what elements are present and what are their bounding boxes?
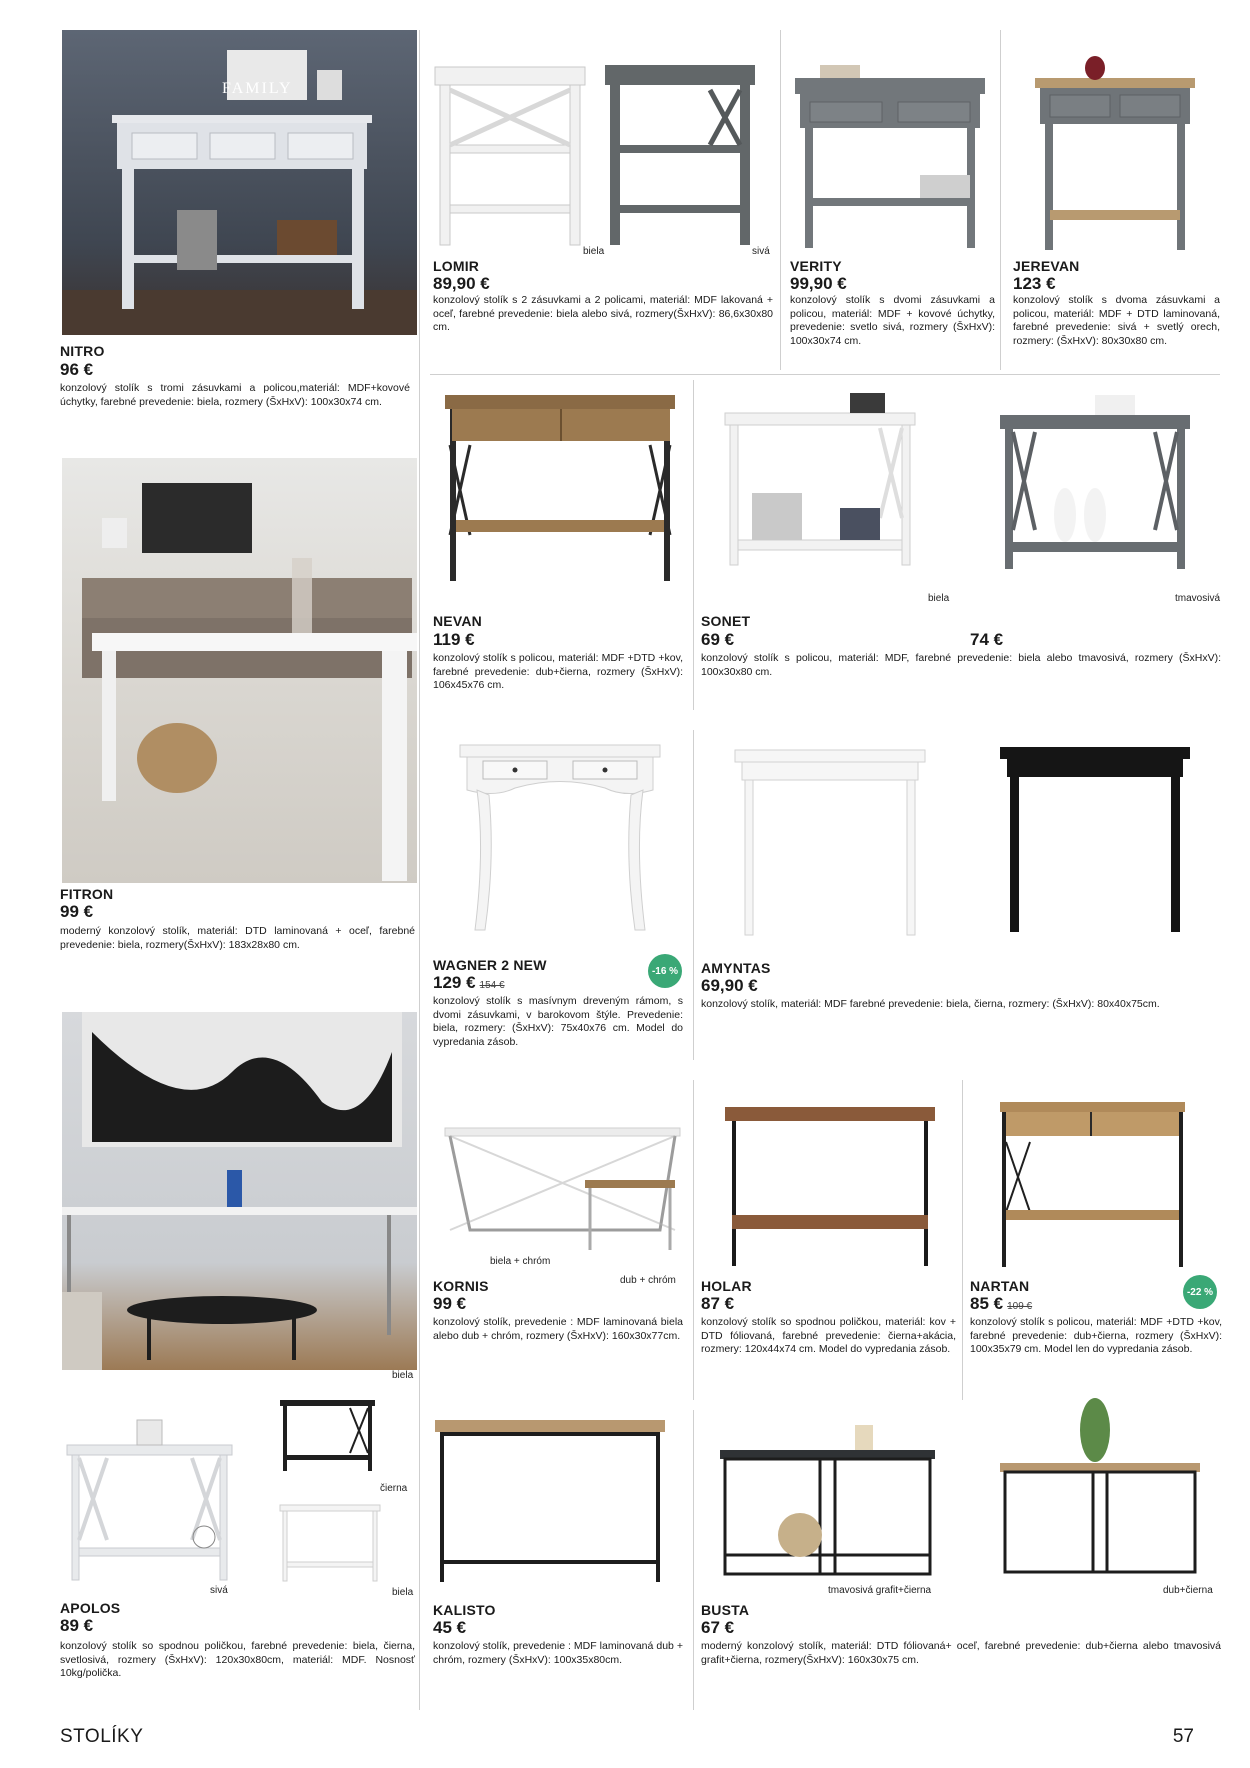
- lomir-photo: [430, 55, 770, 250]
- fitron-price: 99 €: [60, 902, 94, 921]
- wagner-price: [433, 973, 505, 993]
- kornis-label-white: biela + chróm: [490, 1256, 551, 1267]
- nartan-old-price: 109 €: [1007, 1301, 1033, 1312]
- apolos-white-photo: [275, 1500, 385, 1585]
- sonet-label-darkgrey: tmavosivá: [1175, 593, 1221, 604]
- lomir-price: 89,90 €: [433, 274, 490, 293]
- apolos-label-white-top: biela: [392, 1370, 414, 1381]
- apolos-label-white: biela: [392, 1587, 414, 1598]
- busta-label-oak: dub+čierna: [1163, 1585, 1213, 1596]
- lomir-label-grey: sivá: [752, 246, 770, 257]
- nevan-price: 119 €: [433, 630, 475, 649]
- nevan-photo: [430, 385, 685, 590]
- holar-photo: [720, 1095, 940, 1270]
- nitro-price: 96 €: [60, 360, 94, 379]
- verity-desc: konzolový stolík s dvomi zásuvkami a policou, materiál: MDF + kovové úchytky, prevedenie: svetlo sivá, rozmery (ŠxHxV): 100x30x74 cm.: [790, 294, 995, 347]
- verity-price: 99,90 €: [790, 274, 847, 293]
- sonet-darkgrey-photo: [995, 390, 1195, 575]
- apolos-name: APOLOS: [60, 1600, 121, 1616]
- fitron-name: FITRON: [60, 886, 114, 902]
- nartan-current-price: 85 €: [970, 1294, 1004, 1313]
- amyntas-price: 69,90 €: [701, 976, 758, 995]
- nartan-desc: konzolový stolík s policou, materiál: MDF +DTD +kov, farebné prevedenie: dub+čierna, rozmery (ŠxHxV): 100x35x79 cm. Model len do vypredania zásob.: [970, 1316, 1222, 1355]
- section-title: STOLÍKY: [60, 1726, 144, 1747]
- wagner-old-price: 154 €: [479, 980, 505, 991]
- nartan-photo: [990, 1092, 1195, 1272]
- fitron-desc: moderný konzolový stolík, materiál: DTD laminovaná + oceľ, farebné prevedenie: biela, rozmery(ŠxHxV): 183x28x80 cm.: [60, 925, 415, 951]
- kornis-label-oak: dub + chróm: [620, 1275, 676, 1286]
- kornis-photo: [435, 1100, 690, 1255]
- wagner-discount-badge: -16 %: [648, 954, 682, 988]
- sonet-label-white: biela: [928, 593, 950, 604]
- busta-darkgrey-photo: [715, 1395, 940, 1580]
- apolos-lifestyle-photo: [62, 1012, 417, 1370]
- jerevan-desc: konzolový stolík s dvoma zásuvkami a policou, materiál: MDF + DTD laminovaná, farebné prevedenie: sivá + svetlý orech, rozmery: (ŠxHxV): 80x30x80 cm.: [1013, 294, 1220, 347]
- holar-desc: konzolový stolík so spodnou poličkou, materiál: kov + DTD fóliovaná, farebné prevedenie: čierna+akácia, rozmery: 120x44x74 cm. Model do vypredania zásob.: [701, 1316, 956, 1355]
- lomir-desc: konzolový stolík s 2 zásuvkami a 2 policami, materiál: MDF lakovaná + oceľ, farebné prevedenie: biela alebo sivá, rozmery(ŠxHxV): 86,6x30x80 cm.: [433, 294, 773, 333]
- kalisto-photo: [430, 1410, 670, 1590]
- wagner-desc: konzolový stolík s masívnym dreveným rámom, s dvomi zásuvkami, v barokovom štýle. Prevedenie: biela, rozmery: (ŠxHxV): 75x40x76 cm. Model do vypredania zásob.: [433, 995, 683, 1048]
- verity-photo: [790, 50, 990, 255]
- nartan-name: NARTAN: [970, 1278, 1030, 1294]
- holar-name: HOLAR: [701, 1278, 752, 1294]
- jerevan-name: JEREVAN: [1013, 258, 1080, 274]
- wagner-current-price: 129 €: [433, 973, 476, 992]
- nitro-photo: [62, 30, 417, 335]
- kornis-name: KORNIS: [433, 1278, 489, 1294]
- lomir-label-white: biela: [583, 246, 605, 257]
- apolos-grey-photo: [62, 1400, 237, 1585]
- amyntas-black-photo: [995, 742, 1195, 937]
- kornis-desc: konzolový stolík, prevedenie : MDF laminovaná biela alebo dub + chróm, rozmery (ŠxHxV): 160x30x77cm.: [433, 1316, 683, 1342]
- sonet-price-darkgrey: 74 €: [970, 630, 1004, 649]
- jerevan-photo: [1010, 40, 1210, 255]
- busta-price: 67 €: [701, 1618, 735, 1637]
- sonet-name: SONET: [701, 613, 751, 629]
- wagner-photo: [455, 740, 665, 940]
- amyntas-white-photo: [730, 745, 930, 940]
- nartan-price: [970, 1294, 1032, 1314]
- apolos-price: 89 €: [60, 1616, 94, 1635]
- wagner-name: WAGNER 2 NEW: [433, 957, 547, 973]
- apolos-black-photo: [275, 1395, 380, 1475]
- verity-name: VERITY: [790, 258, 842, 274]
- sonet-white-photo: [720, 378, 920, 573]
- holar-price: 87 €: [701, 1294, 735, 1313]
- nitro-desc: konzolový stolík s tromi zásuvkami a policou,materiál: MDF+kovové úchytky, farebné prevedenie: biela, rozmery (ŠxHxV): 100x30x74 cm.: [60, 382, 410, 408]
- page-number: 57: [1172, 1726, 1194, 1747]
- nartan-discount-badge: -22 %: [1183, 1275, 1217, 1309]
- sonet-desc: konzolový stolík s policou, materiál: MDF, farebné prevedenie: biela alebo tmavosivá, rozmery (ŠxHxV): 100x30x80 cm.: [701, 652, 1221, 678]
- amyntas-desc: konzolový stolík, materiál: MDF farebné prevedenie: biela, čierna, rozmery: (ŠxHxV): 80x40x75cm.: [701, 998, 1160, 1010]
- kalisto-price: 45 €: [433, 1618, 467, 1637]
- apolos-desc: konzolový stolík so spodnou poličkou, farebné prevedenie: biela, čierna, svetlosivá, rozmery (ŠxHxV): 120x30x80cm, materiál: MDF. Nosnosť 10kg/polička.: [60, 1640, 415, 1679]
- apolos-label-black: čierna: [380, 1483, 408, 1494]
- lomir-name: LOMIR: [433, 258, 480, 274]
- nevan-name: NEVAN: [433, 613, 482, 629]
- jerevan-price: 123 €: [1013, 274, 1056, 293]
- busta-label-darkgrey: tmavosivá grafit+čierna: [828, 1585, 932, 1596]
- kornis-price: 99 €: [433, 1294, 467, 1313]
- apolos-label-grey: sivá: [210, 1585, 228, 1596]
- sonet-price: 69 €: [701, 630, 735, 649]
- nevan-desc: konzolový stolík s policou, materiál: MDF +DTD +kov, farebné prevedenie: dub+čierna, rozmery (ŠxHxV): 106x45x76 cm.: [433, 652, 683, 691]
- busta-name: BUSTA: [701, 1602, 750, 1618]
- photo-family-text: FAMILY: [222, 80, 293, 97]
- fitron-photo: [62, 458, 417, 883]
- busta-oak-photo: [995, 1395, 1205, 1580]
- kalisto-desc: konzolový stolík, prevedenie : MDF laminovaná dub + chróm, rozmery (ŠxHxV): 100x35x80cm.: [433, 1640, 683, 1666]
- amyntas-name: AMYNTAS: [701, 960, 771, 976]
- kalisto-name: KALISTO: [433, 1602, 496, 1618]
- nitro-name: NITRO: [60, 343, 105, 359]
- busta-desc: moderný konzolový stolík, materiál: DTD fóliovaná+ oceľ, farebné prevedenie: dub+čierna alebo tmavosivá grafit+čierna, rozmery(ŠxHxV): 160x30x75 cm.: [701, 1640, 1221, 1666]
